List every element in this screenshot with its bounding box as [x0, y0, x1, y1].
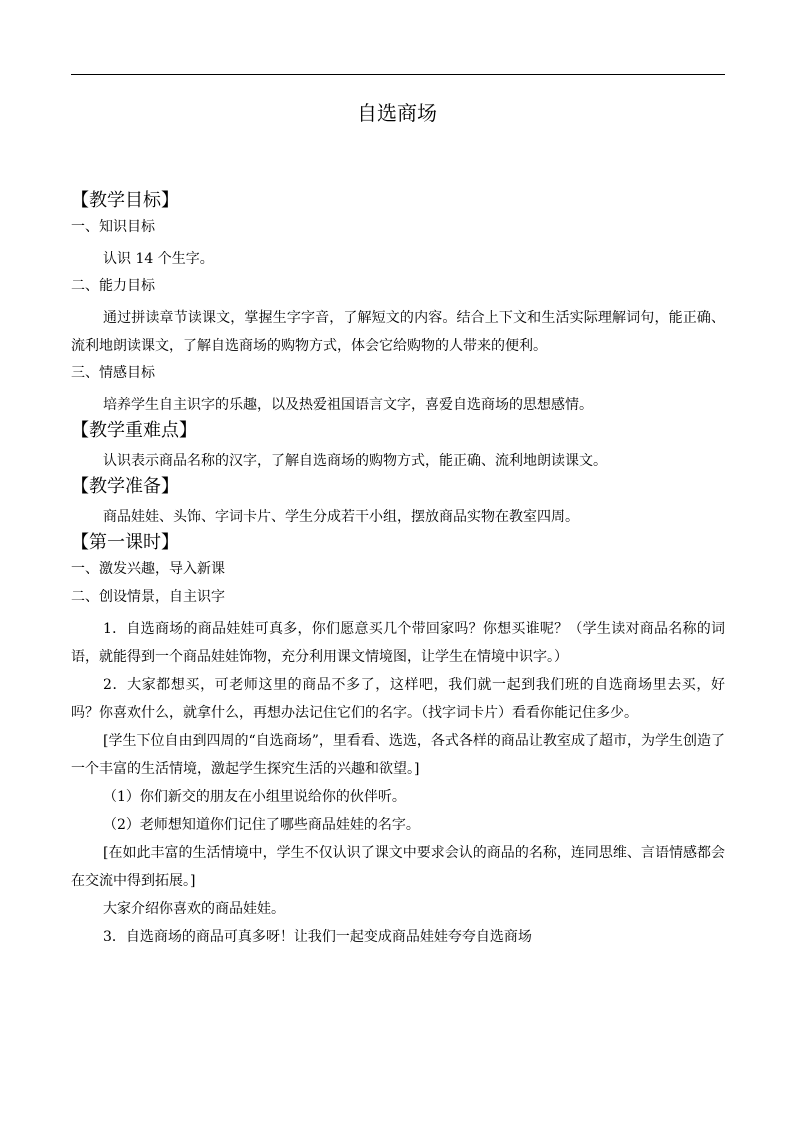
teaching-note-1: [学生下位自由到四周的“自选商场”，里看看、选选，各式各样的商品让教室成了超市，为学生创造了一个丰富的生活情境，激起学生探究生活的兴趣和欲望。]	[71, 733, 725, 777]
ability-goal-text: 通过拼读章节读课文，掌握生字字音，了解短文的内容。结合上下文和生活实际理解词句，能正确、流利地朗读课文，了解自选商场的购物方式，体会它给购物的人带来的便利。	[71, 310, 725, 354]
teaching-note-2: [在如此丰富的生活情境中，学生不仅认识了课文中要求会认的商品的名称，连同思维、言语情感都会在交流中得到拓展。]	[71, 845, 725, 889]
step-item-3: 3．自选商场的商品可真多呀！让我们一起变成商品娃娃夸夸自选商场	[103, 929, 532, 945]
sub-item-2: （2）老师想知道你们记住了哪些商品娃娃的名字。	[103, 817, 420, 833]
preparation-text: 商品娃娃、头饰、字词卡片、学生分成若干小组，摆放商品实物在教室四周。	[103, 509, 579, 525]
knowledge-goal-heading: 一、知识目标	[71, 219, 155, 235]
introduction-text: 大家介绍你喜欢的商品娃娃。	[103, 901, 285, 917]
step-two-heading: 二、创设情景，自主识字	[71, 589, 225, 605]
step-one-heading: 一、激发兴趣，导入新课	[71, 561, 225, 577]
emotion-goal-heading: 三、情感目标	[71, 365, 155, 381]
step-item-2: 2．大家都想买，可老师这里的商品不多了，这样吧，我们就一起到我们班的自选商场里去买，好吗？你喜欢什么，就拿什么，再想办法记住它们的名字。（找字词卡片）看看你能记住多少。	[71, 677, 725, 721]
sub-item-1: （1）你们新交的朋友在小组里说给你的伙伴听。	[103, 789, 406, 805]
key-points-text: 认识表示商品名称的汉字，了解自选商场的购物方式，能正确、流利地朗读课文。	[103, 453, 607, 469]
first-lesson-heading: 【第一课时】	[71, 532, 179, 553]
header-rule	[71, 74, 725, 75]
document-body	[71, 189, 725, 951]
step-item-1: 1．自选商场的商品娃娃可真多，你们愿意买几个带回家吗？你想买谁呢？（学生读对商品名称的词语，就能得到一个商品娃娃饰物，充分利用课文情境图，让学生在情境中识字。）	[71, 621, 725, 665]
teaching-goals-heading: 【教学目标】	[71, 190, 179, 211]
preparation-heading: 【教学准备】	[71, 476, 179, 497]
key-points-heading: 【教学重难点】	[71, 420, 197, 441]
emotion-goal-text: 培养学生自主识字的乐趣，以及热爱祖国语言文字，喜爱自选商场的思想感情。	[103, 397, 593, 413]
knowledge-goal-text: 认识 14 个生字。	[103, 251, 214, 267]
document-title: 自选商场	[357, 101, 437, 125]
ability-goal-heading: 二、能力目标	[71, 278, 155, 294]
